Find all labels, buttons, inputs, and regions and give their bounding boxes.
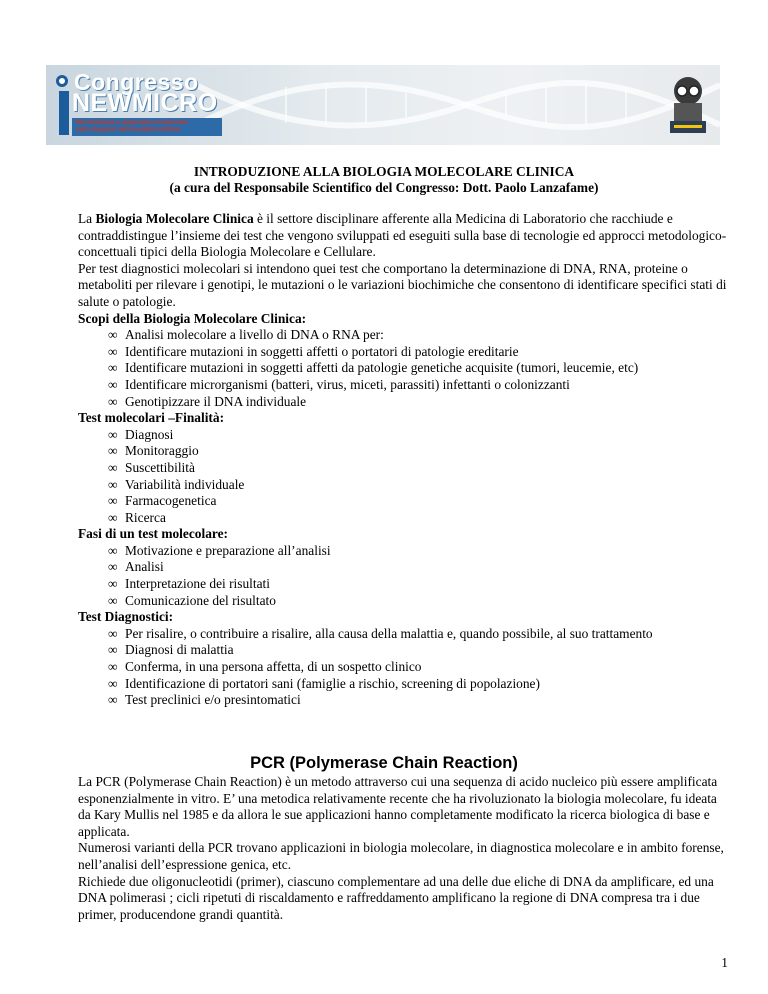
list-item: ∞ Per risalire, o contribuire a risalire, alla causa della malattia e, quando possibile, al suo trattamento [108,625,653,641]
infinity-bullet-icon: ∞ [108,327,118,343]
list-item: ∞ Analisi [108,559,164,575]
infinity-bullet-icon: ∞ [108,343,118,359]
logo-i-symbol [54,75,74,135]
list-finalita [78,427,728,527]
pcr-body [78,774,728,923]
infinity-bullet-icon: ∞ [108,493,118,509]
list-item: ∞ Genotipizzare il DNA individuale [108,393,307,409]
infinity-bullet-icon: ∞ [108,642,118,658]
infinity-bullet-icon: ∞ [108,476,118,492]
infinity-bullet-icon: ∞ [108,542,118,558]
infinity-bullet-icon: ∞ [108,625,118,641]
newmicro-logo [50,69,235,141]
congress-banner [46,65,720,145]
list-item: ∞ Identificare mutazioni in soggetti affetti o portatori di patologie ereditarie [108,343,519,359]
list-item: ∞ Identificare microrganismi (batteri, virus, miceti, parassiti) infettanti o colonizzanti [108,376,570,392]
list-item: ∞ Test preclinici e/o presintomatici [108,692,301,708]
pcr-paragraph-1: La PCR (Polymerase Chain Reaction) è un metodo attraverso cui una sequenza di acido nucleico più essere amplificata esponenzialmente in vitro. E’ una metodica relativamente recente che ha rivoluzionato la biologia molecolare, fu ideata da Kary Mullis nel 1985 e da allora le sue applicazioni hanno completamente modificato la ricerca biologica di base e applicata. [78,774,718,839]
list-item: ∞ Interpretazione dei risultati [108,576,271,592]
list-item: ∞ Diagnosi [108,426,174,442]
list-item: ∞ Analisi molecolare a livello di DNA o RNA per: [108,327,384,343]
list-item: ∞ Monitoraggio [108,443,199,459]
document-body [78,211,728,709]
infinity-bullet-icon: ∞ [108,376,118,392]
intro-bold-term: Biologia Molecolare Clinica [95,211,254,226]
infinity-bullet-icon: ∞ [108,459,118,475]
section-heading-scopi: Scopi della Biologia Molecolare Clinica: [78,310,307,326]
infinity-bullet-icon: ∞ [108,509,118,525]
mascot-icon [664,73,712,137]
section-heading-fasi: Fasi di un test molecolare: [78,526,229,542]
list-item: ∞ Suscettibilità [108,459,195,475]
logo-congresso-text: Congresso [74,69,199,95]
infinity-bullet-icon: ∞ [108,426,118,442]
intro-paragraph-2: Per test diagnostici molecolari si intendono quei test che comportano la determinazione di DNA, RNA, proteine o metaboliti per rilevare i genotipi, le mutazioni o le variazioni biochimiche che consentono di identificare specifici stati di salute o patologie. [78,260,727,309]
intro-paragraph-1: La Biologia Molecolare Clinica è il settore disciplinare afferente alla Medicina di Laboratorio che racchiude e contraddistingue l’insieme dei test che vengono sviluppati ed eseguiti sulla base di tecnologie ed approcci metodologico-concettuali tipici della Biologia Molecolare e Cellulare. [78,211,727,260]
infinity-bullet-icon: ∞ [108,576,118,592]
page-number: 1 [721,955,728,970]
infinity-bullet-icon: ∞ [108,559,118,575]
list-item: ∞ Identificare mutazioni in soggetti affetti da patologie genetiche acquisite (tumori, leucemie, etc) [108,360,639,376]
infinity-bullet-icon: ∞ [108,675,118,691]
infinity-bullet-icon: ∞ [108,692,118,708]
pcr-paragraph-2: Numerosi varianti della PCR trovano applicazioni in biologia molecolare, in diagnostica molecolare e in ambito forense, nell’analisi dell’espressione genica, etc. [78,840,724,872]
list-fasi [78,543,728,609]
section-heading-test-diagnostici: Test Diagnostici: [78,609,174,625]
infinity-bullet-icon: ∞ [108,443,118,459]
list-item: ∞ Conferma, in una persona affetta, di un sospetto clinico [108,659,422,675]
infinity-bullet-icon: ∞ [108,393,118,409]
infinity-bullet-icon: ∞ [108,592,118,608]
list-item: ∞ Comunicazione del risultato [108,592,276,608]
section-heading-finalita: Test molecolari –Finalità: [78,410,225,426]
logo-subtitle: Microbiologia e diagnostica molecolare nella diagnosi delle malattie infettive [76,120,189,133]
page-title: INTRODUZIONE ALLA BIOLOGIA MOLECOLARE CLINICA [193,164,575,179]
list-item: ∞ Variabilità individuale [108,476,245,492]
pcr-section-title: PCR (Polymerase Chain Reaction) [250,754,518,772]
pcr-paragraph-3: Richiede due oligonucleotidi (primer), ciascuno complementare ad una delle due eliche di DNA da amplificare, ed una DNA polimerasi ; cicli ripetuti di riscaldamento e raffreddamento amplificano la regione di DNA compresa tra i due primer, producendone grandi quantità. [78,873,714,922]
infinity-bullet-icon: ∞ [108,659,118,675]
list-item: ∞ Motivazione e preparazione all’analisi [108,542,331,558]
list-item: ∞ Farmacogenetica [108,493,217,509]
list-item: ∞ Identificazione di portatori sani (famiglie a rischio, screening di popolazione) [108,675,540,691]
page-subtitle: (a cura del Responsabile Scientifico del Congresso: Dott. Paolo Lanzafame) [169,180,599,195]
list-test-diagnostici [78,626,728,709]
logo-newmicro-text: NEWMICRO [72,89,218,117]
list-scopi [78,327,728,410]
list-item: ∞ Ricerca [108,509,166,525]
list-item: ∞ Diagnosi di malattia [108,642,234,658]
infinity-bullet-icon: ∞ [108,360,118,376]
